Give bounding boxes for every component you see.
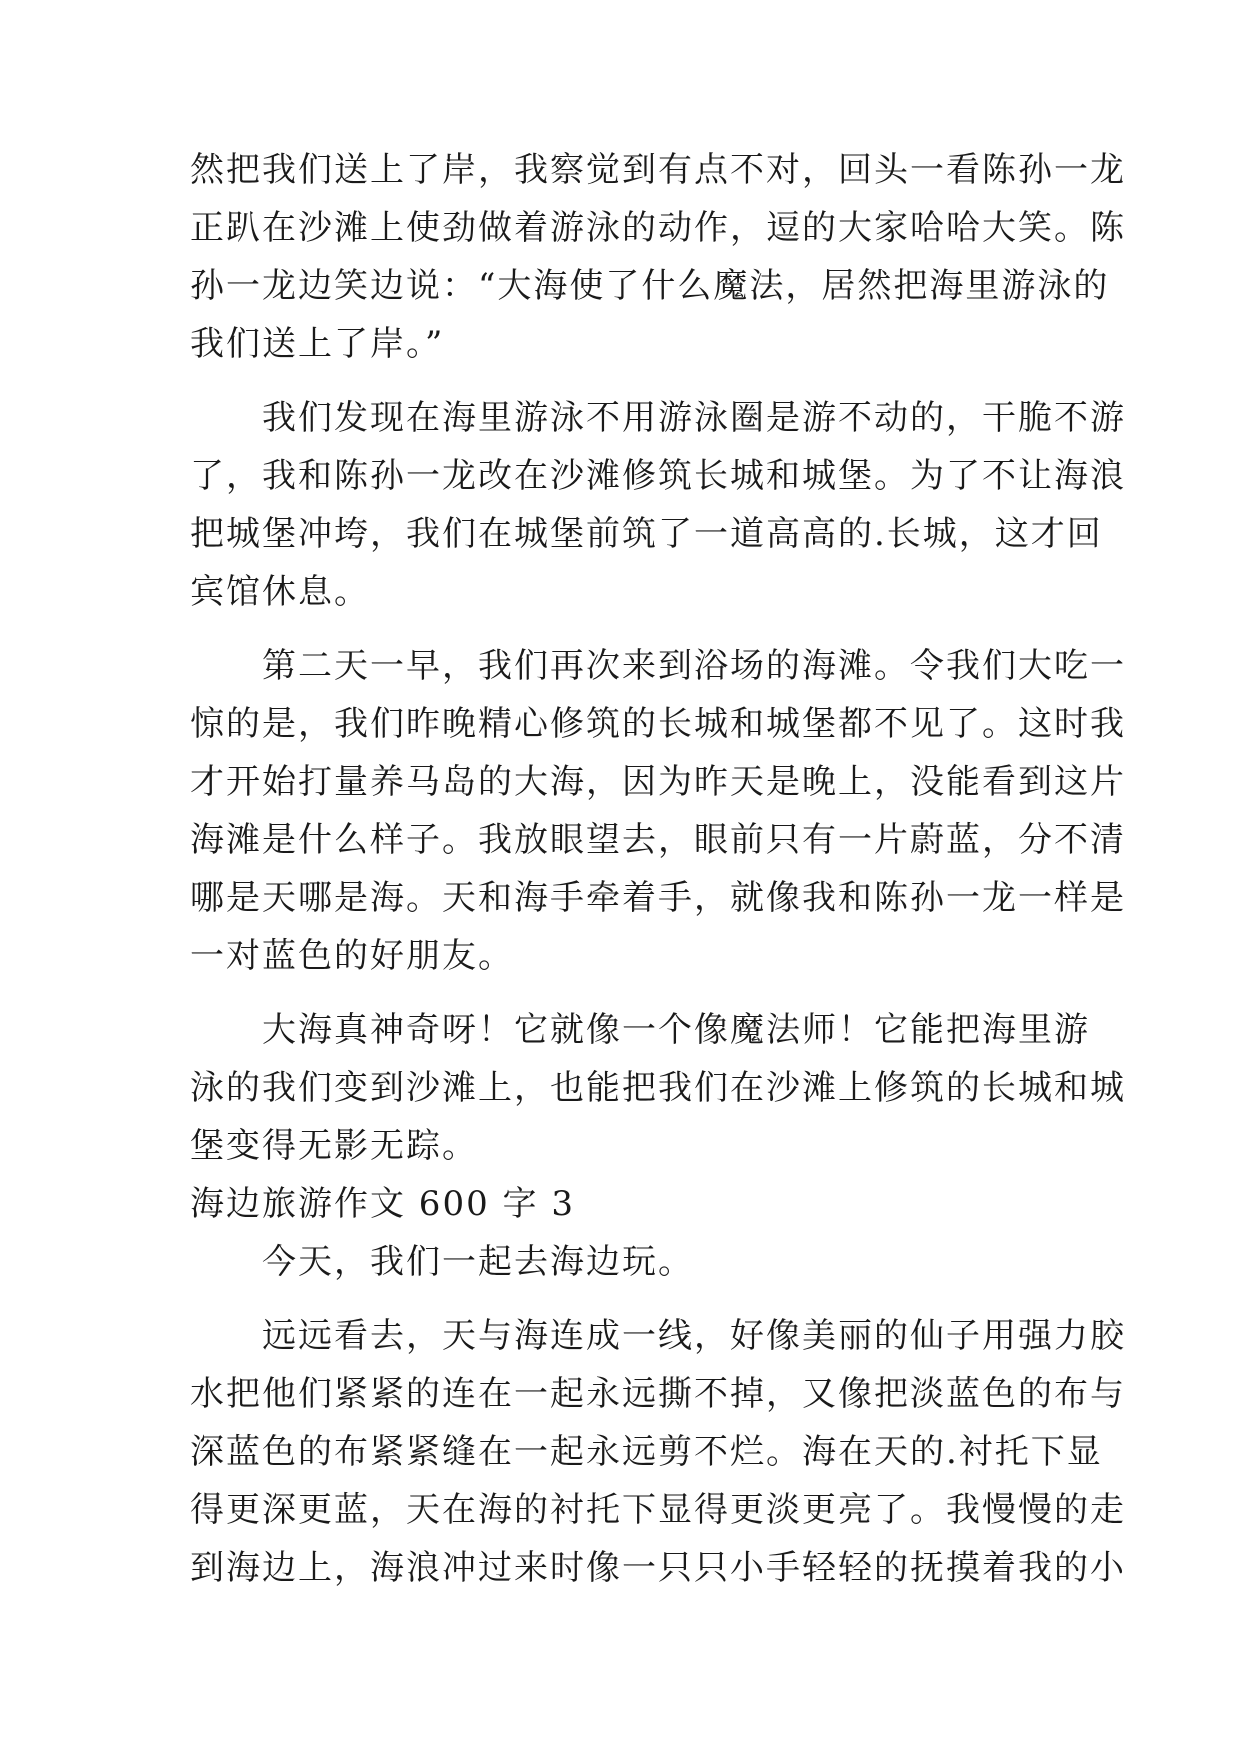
text-line: 惊的是，我们昨晚精心修筑的长城和城堡都不见了。这时我 — [190, 704, 1126, 744]
paragraph-start-line: 第二天一早，我们再次来到浴场的海滩。令我们大吃一 — [190, 646, 1126, 686]
section-heading: 海边旅游作文 600 字 3 — [190, 1184, 575, 1224]
text-line: 正趴在沙滩上使劲做着游泳的动作，逗的大家哈哈大笑。陈 — [190, 208, 1126, 248]
text-line: 宾馆休息。 — [190, 572, 370, 612]
text-line: 海滩是什么样子。我放眼望去，眼前只有一片蔚蓝，分不清 — [190, 820, 1126, 860]
text-line: 才开始打量养马岛的大海，因为昨天是晚上，没能看到这片 — [190, 762, 1126, 802]
text-line: 哪是天哪是海。天和海手牵着手，就像我和陈孙一龙一样是 — [190, 878, 1126, 918]
text-line: 水把他们紧紧的连在一起永远撕不掉，又像把淡蓝色的布与 — [190, 1374, 1126, 1414]
paragraph-start-line: 远远看去，天与海连成一线，好像美丽的仙子用强力胶 — [190, 1316, 1126, 1356]
paragraph-start-line: 我们发现在海里游泳不用游泳圈是游不动的，干脆不游 — [190, 398, 1126, 438]
text-line: 我们送上了岸。” — [190, 324, 445, 364]
text-line: 一对蓝色的好朋友。 — [190, 936, 514, 976]
text-line: 堡变得无影无踪。 — [190, 1126, 478, 1166]
paragraph-start-line: 今天，我们一起去海边玩。 — [190, 1242, 694, 1282]
text-line: 得更深更蓝，天在海的衬托下显得更淡更亮了。我慢慢的走 — [190, 1490, 1126, 1530]
text-line: 把城堡冲垮，我们在城堡前筑了一道高高的.长城，这才回 — [190, 514, 1103, 554]
text-line: 了，我和陈孙一龙改在沙滩修筑长城和城堡。为了不让海浪 — [190, 456, 1126, 496]
text-line: 然把我们送上了岸，我察觉到有点不对，回头一看陈孙一龙 — [190, 150, 1126, 190]
paragraph-start-line: 大海真神奇呀！它就像一个像魔法师！它能把海里游 — [190, 1010, 1090, 1050]
text-line: 泳的我们变到沙滩上，也能把我们在沙滩上修筑的长城和城 — [190, 1068, 1126, 1108]
text-line: 深蓝色的布紧紧缝在一起永远剪不烂。海在天的.衬托下显 — [190, 1432, 1103, 1472]
text-line: 到海边上，海浪冲过来时像一只只小手轻轻的抚摸着我的小 — [190, 1548, 1126, 1588]
text-line: 孙一龙边笑边说：“大海使了什么魔法，居然把海里游泳的 — [190, 266, 1110, 306]
